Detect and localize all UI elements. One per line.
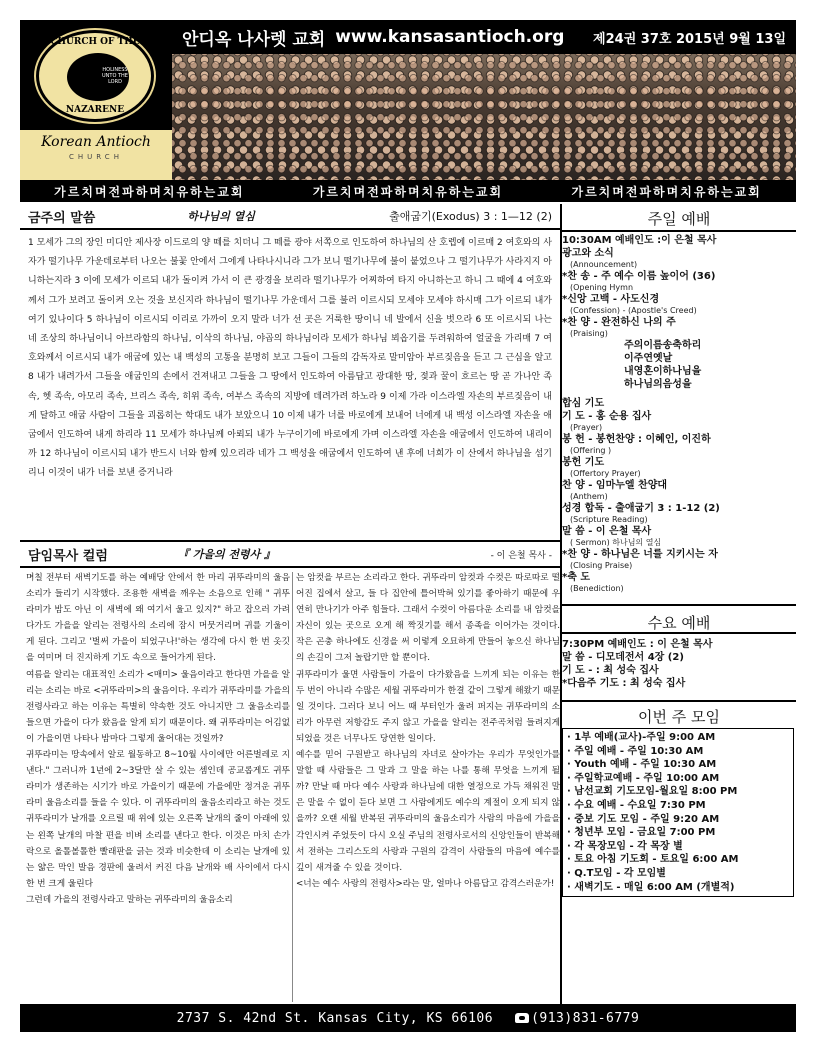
order-item — [562, 410, 792, 433]
order-line: *다음주 기도 : 최 성숙 집사 — [562, 678, 686, 689]
order-line: 찬 양 - 임마누엘 찬양대 — [562, 480, 668, 491]
column-label: 담임목사 컬럼 — [28, 548, 108, 564]
order-sub: (Offering ) — [570, 446, 612, 455]
scripture-reference: 출애굽기(Exodus) 3 : 1—12 (2) — [389, 210, 552, 223]
column-paragraph: 예수를 믿어 구원받고 하나님의 자녀로 살아가는 우리가 무엇인가를 말할 때 사람들은 그 말과 그 말을 하는 나를 통해 무엇을 느끼게 될까? 만날 때 마다 예수 사랑과 하나님에 대한 열정으로 가득 채워진 말은 말을 수 없이 듣다 보면 그 사람에게도 예수의 계절이 오게 되지 않을까? 오랜 세월 반복된 귀뚜라미의 울음소리가 사람의 마음에 가을을 각인시켜 주었듯이 다시 오실 주님의 전령사로서의 신앙인들이 반복해서 전하는 그리스도의 사랑과 구원의 감격이 사람들의 마음에 예수를 깊이 새겨줄 수 있을 것이다. — [296, 750, 560, 873]
order-sub: (Scripture Reading) — [570, 515, 648, 524]
church-logo — [20, 20, 172, 180]
church-name: 안디옥 나사렛 교회 — [182, 29, 326, 50]
church-phone: (913)831-6779 — [531, 1010, 640, 1026]
column-paragraph: <너는 예수 사랑의 전령사>라는 말, 얼마나 아름답고 감격스러운가! — [296, 878, 555, 889]
meeting-item: · 주일학교예배 - 주일 10:00 AM — [567, 772, 720, 784]
order-item — [562, 433, 792, 456]
order-line: 기 도 - 홍 순용 집사 — [562, 411, 652, 422]
order-line: 광고와 소식 — [562, 248, 614, 259]
order-line: 합심 기도 — [562, 398, 605, 409]
order-sub: (Closing Praise) — [570, 561, 633, 570]
worship-sidebar — [562, 204, 796, 897]
order-line: 말 씀 - 이 은철 목사 — [562, 526, 652, 537]
website-link[interactable]: www.kansasantioch.org — [335, 27, 565, 47]
order-line: 말 씀 - 디모데전서 4장 (2) — [562, 652, 684, 663]
logo-name-text: Korean Antioch — [41, 134, 151, 150]
column-paragraph: 여름을 알리는 대표적인 소리가 <매미> 울음이라고 한다면 가을을 알리는 소리는 바로 <귀뚜라미>의 울음이다. 우리가 귀뚜라미를 가을의 전령사라고 하는 이유는 특별히 약속한 것도 아니지만 그 울음소리를 들으면 가을이 다가 왔음을 알게 되기 때문이다. 왜 귀뚜라미는 어김없이 가을이면 나타나 밤마다 그렇게 울어대는 것일까? — [26, 669, 290, 744]
order-line: 10:30AM 예배인도 :이 은철 목사 — [562, 235, 717, 246]
order-line: *찬 양 - 하나님은 너를 지키시는 자 — [562, 549, 718, 560]
logo-church-text: CHURCH — [69, 153, 123, 161]
order-sub: (Confession) - (Apostle's Creed) — [570, 306, 697, 315]
order-sub: (Benediction) — [570, 584, 624, 593]
order-sub: (Opening Hymn — [570, 283, 634, 292]
seal-center — [67, 53, 129, 101]
order-sub: (Anthem) — [570, 492, 608, 501]
sunday-service-title: 주일 예배 — [562, 204, 796, 232]
order-line: 기 도 - : 최 성숙 집사 — [562, 665, 659, 676]
order-line: *축 도 — [562, 572, 591, 583]
order-line: 봉헌 기도 — [562, 457, 605, 468]
column-header — [20, 540, 560, 568]
order-sub: (Announcement) — [570, 260, 638, 269]
church-address: 2737 S. 42nd St. Kansas City, KS 66106 — [176, 1010, 494, 1026]
column-paragraph: 귀뚜라미가 울면 사람들이 가을이 다가왔음을 느끼게 되는 이유는 한두 번이 아니라 수많은 세월 귀뚜라미가 한결 같이 그렇게 해왔기 때문일 것이다. 그러다 보니 어느 때 부터인가 울려 퍼지는 귀뚜라미의 소리가 아무런 저항감도 주지 않고 가을을 알리는 전주곡처럼 들려지게 되었을 것은 너무나도 당연한 일이다. — [296, 669, 560, 744]
wednesday-order — [562, 634, 796, 690]
congregation-photo — [172, 54, 796, 180]
scripture-title: 하나님의 열심 — [187, 210, 255, 223]
order-item — [562, 316, 792, 339]
order-line: *찬 양 - 완전하신 나의 주 — [562, 317, 676, 328]
meeting-item: · 중보 기도 모임 - 주일 9:20 AM — [567, 813, 720, 825]
column-paragraph: 며칠 전부터 새벽기도를 하는 예배당 안에서 한 마리 귀뚜라미의 울음소리가 들리기 시작했다. 조용한 새벽을 깨우는 소음으로 인해 " 귀뚜라미가 밤도 아닌 이 새벽에 왜 여기서 울고 있지?" 하고 잡으러 가려다가도 가을을 알리는 전령사의 소리에 잠시 머뭇거리며 귀를 기울이게 된다. 그리고 '벌써 가을이 되었구나!'하는 생각에 다시 한 번 옷깃을 여미며 더 진지하게 기도 속으로 들어가게 된다. — [26, 573, 290, 664]
footer-bar — [20, 1004, 796, 1032]
slogan-bar — [20, 180, 796, 202]
order-line: *찬 송 - 주 예수 이름 높이어 (36) — [562, 271, 716, 282]
meeting-item: · 토요 아침 기도회 - 토요일 6:00 AM — [567, 854, 739, 866]
order-item — [562, 525, 792, 548]
order-item — [562, 247, 792, 270]
praise-lyrics — [562, 339, 792, 391]
meetings-list — [562, 728, 794, 897]
order-sub: (Prayer) — [570, 423, 603, 432]
order-item — [562, 234, 792, 247]
scripture-section — [20, 204, 560, 544]
slogan-text: 가르치며전파하며치유하는교회 — [312, 184, 504, 199]
meetings-title: 이번 주 모임 — [562, 700, 796, 728]
order-item — [562, 571, 792, 594]
order-line: 봉 헌 - 봉헌찬양 : 이혜인, 이진하 — [562, 434, 711, 445]
meeting-item: · 각 목장모임 - 각 목장 별 — [567, 840, 683, 852]
meeting-item: · 새벽기도 - 매일 6:00 AM (개별적) — [567, 881, 735, 893]
seal-text-top: CHURCH OF THE — [50, 37, 140, 47]
order-item — [562, 502, 792, 525]
column-title: 『 가을의 전령사 』 — [177, 548, 276, 561]
phone-icon — [515, 1013, 529, 1023]
column-text-right — [296, 570, 560, 1002]
slogan-text: 가르치며전파하며치유하는교회 — [571, 184, 762, 199]
scripture-header — [20, 204, 560, 230]
column-author: - 이 은철 목사 - — [490, 550, 552, 561]
order-sub: ( Sermon) 하나님의 열심 — [570, 538, 662, 547]
meeting-item: · Youth 예배 - 주일 10:30 AM — [567, 759, 717, 771]
seal-motto: HOLINESS UNTO THE LORD — [102, 67, 128, 85]
praise-line: 이주연옛날 — [624, 353, 673, 364]
logo-church-name — [20, 130, 172, 180]
order-sub: (Offertory Prayer) — [570, 469, 641, 478]
order-sub: (Praising) — [570, 329, 608, 338]
sunday-order — [562, 232, 796, 594]
praise-line: 하나님의음성을 — [624, 379, 692, 390]
order-line: *신앙 고백 - 사도신경 — [562, 294, 660, 305]
meeting-item: · 남선교회 기도모임-월요일 8:00 PM — [567, 786, 738, 798]
order-item — [562, 397, 792, 410]
nazarene-seal — [36, 30, 154, 122]
order-item — [562, 456, 792, 479]
column-divider — [292, 572, 293, 1002]
meeting-item: · 1부 예배(교사)-주일 9:00 AM — [567, 732, 716, 743]
praise-line: 내영혼이하나님을 — [624, 366, 702, 377]
title-bar — [172, 20, 796, 54]
issue-date: 제24권 37호 2015년 9월 13일 — [593, 31, 786, 47]
meeting-item: · 수요 예배 - 수요일 7:30 PM — [567, 799, 706, 811]
wednesday-service-title: 수요 예배 — [562, 604, 796, 634]
column-paragraph: 귀뚜라미는 땅속에서 알로 월동하고 8~10월 사이에만 어른벌레로 지낸다." 그러니까 1년에 2~3달만 살 수 있는 셈인데 공교롭게도 귀뚜라미가 생존하는 시기가 바로 가을이기 때문에 가을에만 정겨운 귀뚜라미 울음소리를 들을 수 있다. 이 귀뚜라미의 울음소리라고 하는 것도 귀뚜라미가 날개를 오르릴 때 위에 있는 오른쪽 날개의 줄이 아래에 있는 왼쪽 날개의 마찰 편을 비벼 소리를 낸다고 한다. 이것은 마치 손가락으로 올톨볼톨한 빨래판을 긁는 것과 비슷한데 이 소리는 날개에 있는 얇은 막인 발음 경판에 울려서 커진 다음 날개와 배 사이에서 다시 한 번 크게 울린다 — [26, 750, 290, 889]
column-text-left — [26, 570, 290, 1002]
order-item — [562, 270, 792, 293]
meeting-item: · 주일 예배 - 주일 10:30 AM — [567, 745, 704, 757]
order-line: 성경 합독 - 출애굽기 3 : 1-12 (2) — [562, 503, 720, 514]
scripture-label: 금주의 말씀 — [28, 210, 96, 226]
seal-text-bottom: NAZARENE — [65, 105, 125, 115]
praise-line: 주의이름송축하리 — [624, 340, 702, 351]
order-item — [562, 293, 792, 316]
photo-crowd-back — [172, 54, 796, 180]
meeting-item: · Q.T모임 - 각 모임별 — [567, 867, 666, 879]
column-paragraph: 그런데 가을의 전령사라고 말하는 귀뚜라미의 울음소리 — [26, 894, 233, 905]
scripture-text: 1 모세가 그의 장인 미디안 제사장 이드로의 양 떼를 치더니 그 떼를 광야 서쪽으로 인도하여 하나님의 산 호렙에 이르매 2 여호와의 사자가 떨기나무 가운데로부터 나오는 불꽃 안에서 그에게 나타나시니라 그가 보니 떨기나무에 불이 붙었으나 그 떨기나무가 사라지지 아니하는지라 3 이에 모세가 이르되 내가 돌이켜 가서 이 큰 광경을 보리라 떨기나무가 어찌하여 타지 아니하는고 하니 그 때에 4 여호와께서 그가 보려고 돌이켜 오는 것을 보신지라 하나님이 떨기나무 가운데서 그를 불러 이르시되 모세야 모세야 하시매 그가 이르되 내가 여기 있나이다 5 하나님이 이르시되 이리로 가까이 오지 말라 너가 선 곳은 거룩한 땅이니 네 발에서 신을 벗으라 6 또 이르시되 나는 네 조상의 하나님이니 아브라함의 하나님, 이삭의 하나님, 야곱의 하나님이라 모세가 하나님 뵈옵기를 두려워하여 얼굴을 가리매 7 여호와께서 이르시되 내가 애굽에 있는 내 백성의 고통을 분명히 보고 그들이 그들의 감독자로 말미암아 부르짖음을 듣고 그 근심을 알고 8 내가 내려가서 그들을 애굽인의 손에서 건져내고 그들을 그 땅에서 인도하여 아름답고 광대한 땅, 젖과 꿀이 흐르는 땅 곧 가나안 족속, 헷 족속, 아모리 족속, 브리스 족속, 히위 족속, 여부스 족속의 지방에 데려가려 하노라 9 이제 가라 이스라엘 자손의 부르짖음이 내게 달하고 애굽 사람이 그들을 괴롭히는 학대도 내가 보았으니 10 이제 내가 너를 바로에게 보내어 너에게 내 백성 이스라엘 자손을 애굽에서 인도하여 내게 하리라 11 모세가 하나님께 아뢰되 내가 누구이기에 바로에게 가며 이스라엘 자손을 애굽에서 인도하여 내리이까 12 하나님이 이르시되 내가 반드시 너와 함께 있으리라 네가 그 백성을 애굽에서 인도하여 낸 후에 너희가 이 산에서 하나님을 섬기리니 이것이 내가 너를 보낸 증거니라 — [28, 238, 552, 479]
meeting-item: · 청년부 모임 - 금요일 7:00 PM — [567, 827, 716, 839]
slogan-text: 가르치며전파하며치유하는교회 — [54, 184, 245, 199]
order-item — [562, 479, 792, 502]
order-line: 7:30PM 예배인도 : 이 은철 목사 — [562, 639, 713, 650]
column-paragraph: 는 암컷을 부르는 소리라고 한다. 귀뚜라미 암컷과 수컷은 따로따로 떨어진 집에서 살고, 들 다 집안에 틀어박혀 있기를 좋아하기 때문에 우연히 만나기가 아주 힘들다. 그래서 수컷이 아름다운 소리를 내 암컷을 자신이 있는 곳으로 오게 해 짝짓기를 해서 종족을 이어가는 것이다. 작은 곤충 하나에도 신경을 써 이렇게 오묘하게 만들어 놓으신 하나님의 손길이 그저 놀랍기만 할 뿐이다. — [296, 573, 560, 664]
order-item — [562, 548, 792, 571]
